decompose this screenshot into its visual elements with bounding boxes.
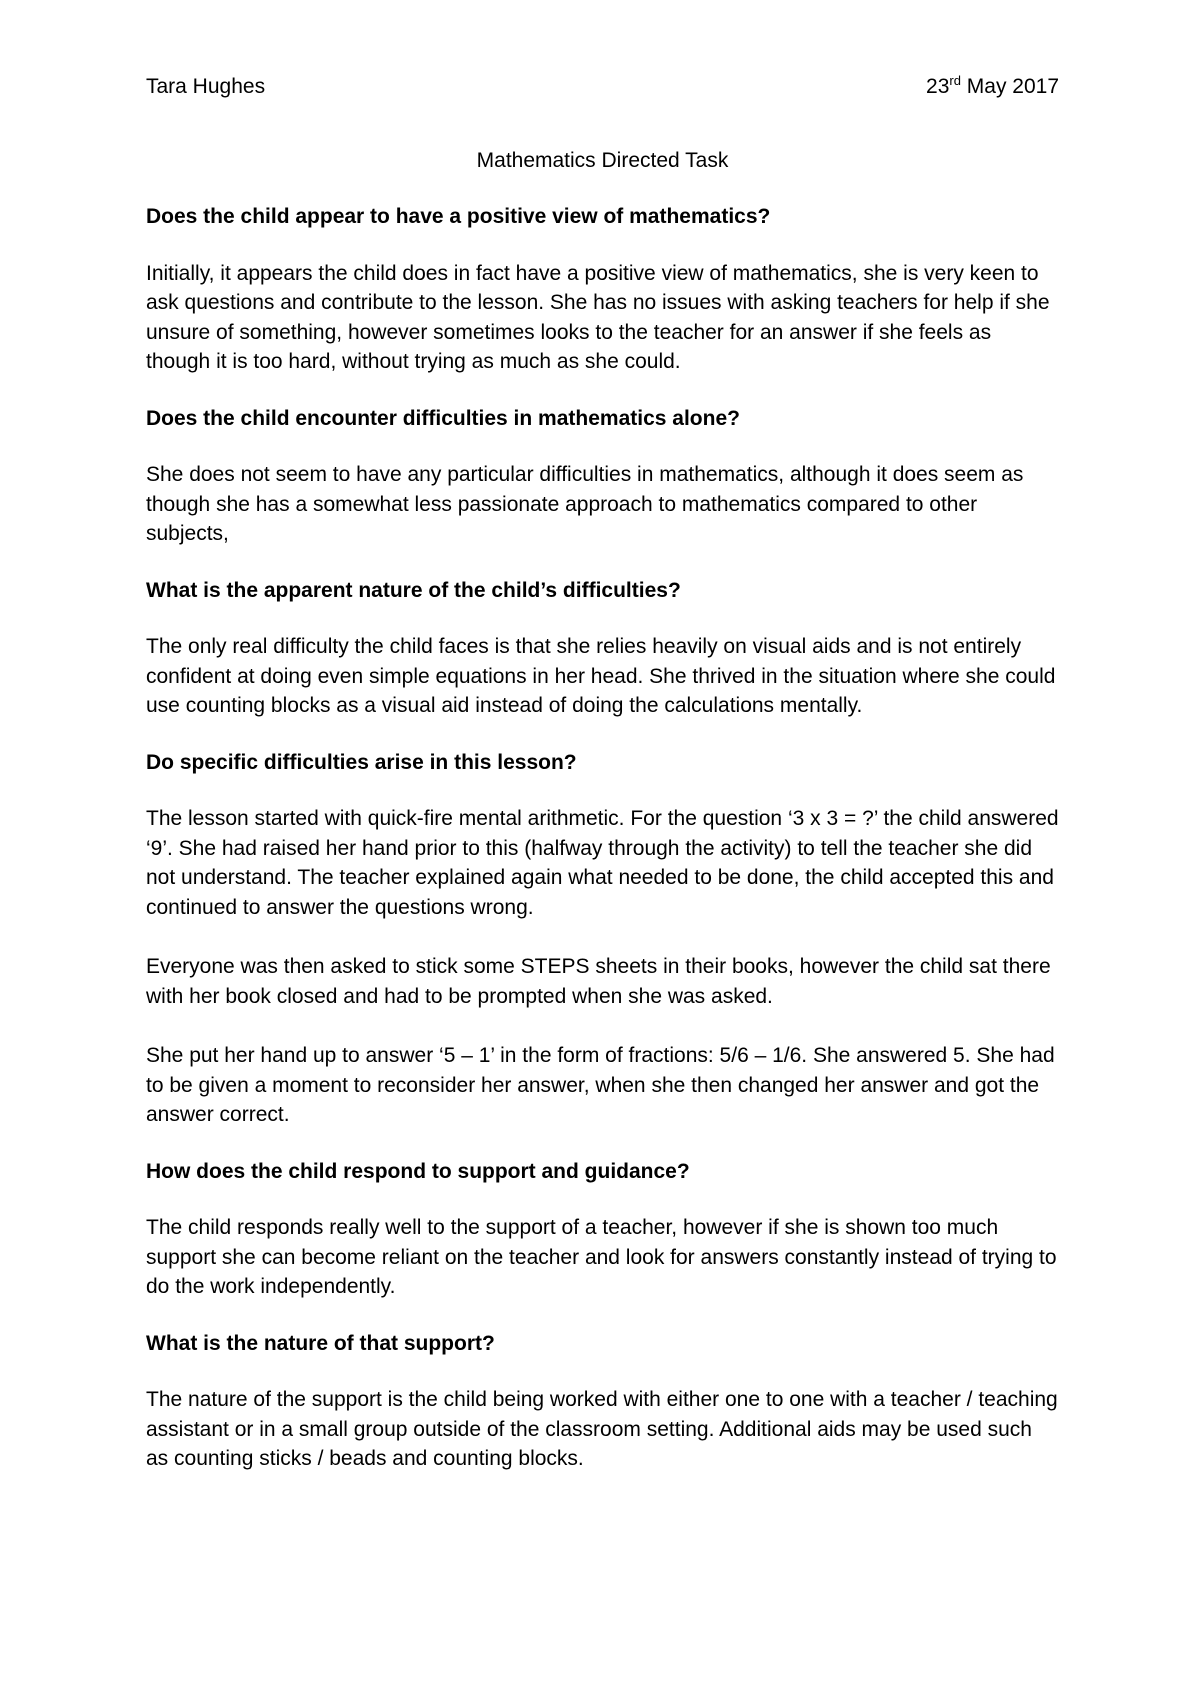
document-date: 23rd May 2017 <box>926 73 1059 98</box>
question-heading: How does the child respond to support and guidance? <box>146 1159 690 1183</box>
question-heading: What is the nature of that support? <box>146 1331 495 1355</box>
document-title: Mathematics Directed Task <box>476 148 729 172</box>
answer-paragraph: She put her hand up to answer ‘5 – 1’ in the form of fractions: 5/6 – 1/6. She answered 5. She had to be given a moment to reconsider her answer, when she then changed her answer and got the answer correct. <box>146 1044 1055 1126</box>
question-heading: Does the child appear to have a positive view of mathematics? <box>146 205 771 228</box>
document-header <box>146 72 1059 102</box>
answer-paragraph: The nature of the support is the child being worked with either one to one with a teacher / teaching assistant or in a small group outside of the classroom setting. Additional aids may be used such as counting sticks / beads and counting blocks. <box>146 1388 1058 1470</box>
answer-paragraph: She does not seem to have any particular difficulties in mathematics, although it does seem as though she has a somewhat less passionate approach to mathematics compared to other subjects, <box>146 463 1024 545</box>
answer-paragraph: Everyone was then asked to stick some STEPS sheets in their books, however the child sat there with her book closed and had to be prompted when she was asked. <box>146 955 1051 1008</box>
answer-paragraph: The only real difficulty the child faces is that she relies heavily on visual aids and is not entirely confident at doing even simple equations in her head. She thrived in the situation where she could use counting blocks as a visual aid instead of doing the calculations mentally. <box>146 635 1056 717</box>
answer-paragraph: The lesson started with quick-fire mental arithmetic. For the question ‘3 x 3 = ?’ the child answered ‘9’. She had raised her hand prior to this (halfway through the activity) to tell the teacher she did not understand. The teacher explained again what needed to be done, the child accepted this and continued to answer the questions wrong. <box>146 807 1059 919</box>
question-heading: Does the child encounter difficulties in mathematics alone? <box>146 406 740 430</box>
question-heading: What is the apparent nature of the child’s difficulties? <box>146 578 681 602</box>
question-heading: Do specific difficulties arise in this lesson? <box>146 750 577 774</box>
answer-paragraph: The child responds really well to the support of a teacher, however if she is shown too much support she can become reliant on the teacher and look for answers constantly instead of trying to do the work independently. <box>146 1216 1057 1298</box>
author-name: Tara Hughes <box>146 75 266 98</box>
document-page <box>146 72 1059 1474</box>
answer-paragraph: Initially, it appears the child does in fact have a positive view of mathematics, she is very keen to ask questions and contribute to the lesson. She has no issues with asking teachers for help if she unsure of something, however sometimes looks to the teacher for an answer if she feels as though it is too hard, without trying as much as she could. <box>146 261 1050 373</box>
